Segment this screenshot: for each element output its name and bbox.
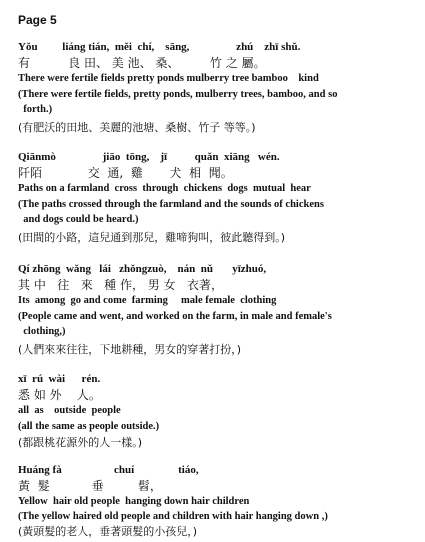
stanza-1-pinyin: Yǒu liáng tián, měi chí, sāng, zhú zhī shǔ. — [18, 41, 301, 53]
stanza-2-translation-line-1: (The paths crossed through the farmland and the sounds of chickens — [18, 199, 324, 210]
stanza-2-modern-chinese: (田間的小路，這兒通到那兒，雞啼狗叫，彼此聽得到。) — [18, 231, 286, 244]
stanza-5-chinese: 黃 髮 垂 髫， — [18, 479, 162, 493]
stanza-2-pinyin: Qiānmò jiāo tōng, jī quǎn xiāng wén. — [18, 151, 280, 163]
stanza-3-translation-line-2: clothing,) — [18, 326, 66, 337]
stanza-1-chinese: 有 良 田、 美 池、 桑、 竹 之 屬。 — [18, 56, 266, 70]
stanza-3-modern-chinese: (人們來來往往，下地耕種，男女的穿著打扮，) — [18, 343, 242, 356]
stanza-5-pinyin: Huáng fà chuí tiáo, — [18, 464, 199, 476]
stanza-4-translation-line-1: (all the same as people outside.) — [18, 421, 160, 432]
stanza-3-gloss: Its among go and come farming male female clothing — [18, 295, 277, 306]
stanza-2-gloss: Paths on a farmland cross through chickens dogs mutual hear — [18, 183, 311, 194]
stanza-4-modern-chinese: (都跟桃花源外的人一樣。) — [18, 436, 143, 449]
stanza-4-gloss: all as outside people — [18, 405, 121, 416]
stanza-3-pinyin: Qí zhōng wǎng lái zhǒngzuò, nán nǔ yīzhuó, — [18, 263, 267, 275]
stanza-4-pinyin: xī rú wài rén. — [18, 373, 101, 385]
stanza-5-gloss: Yellow hair old people hanging down hair children — [18, 496, 250, 507]
stanza-3-translation-line-1: (People came and went, and worked on the farm, in male and female's — [18, 311, 332, 322]
stanza-3-chinese: 其 中 往 來 種 作， 男 女 衣著， — [18, 278, 224, 292]
stanza-1-translation-line-2: forth.) — [18, 104, 53, 115]
stanza-2-chinese: 阡陌 交 通, 雞 犬 相 聞。 — [18, 166, 233, 180]
stanza-5-translation-line-1: (The yellow haired old people and children with hair hanging down ,) — [18, 511, 328, 522]
stanza-4-chinese: 悉 如 外 人。 — [18, 388, 101, 402]
stanza-2-translation-line-2: and dogs could be heard.) — [18, 214, 139, 225]
stanza-1-modern-chinese: (有肥沃的田地、美麗的池塘、桑樹、竹子 等等。) — [18, 121, 256, 134]
stanza-5-modern-chinese: (黃頭髮的老人，垂著頭髮的小孩兒，) — [18, 525, 198, 538]
stanza-1-translation-line-1: (There were fertile fields, pretty ponds, mulberry trees, bamboo, and so — [18, 89, 338, 100]
stanza-1-gloss: There were fertile fields pretty ponds mulberry tree bamboo kind — [18, 73, 319, 84]
page-number: Page 5 — [18, 13, 57, 27]
